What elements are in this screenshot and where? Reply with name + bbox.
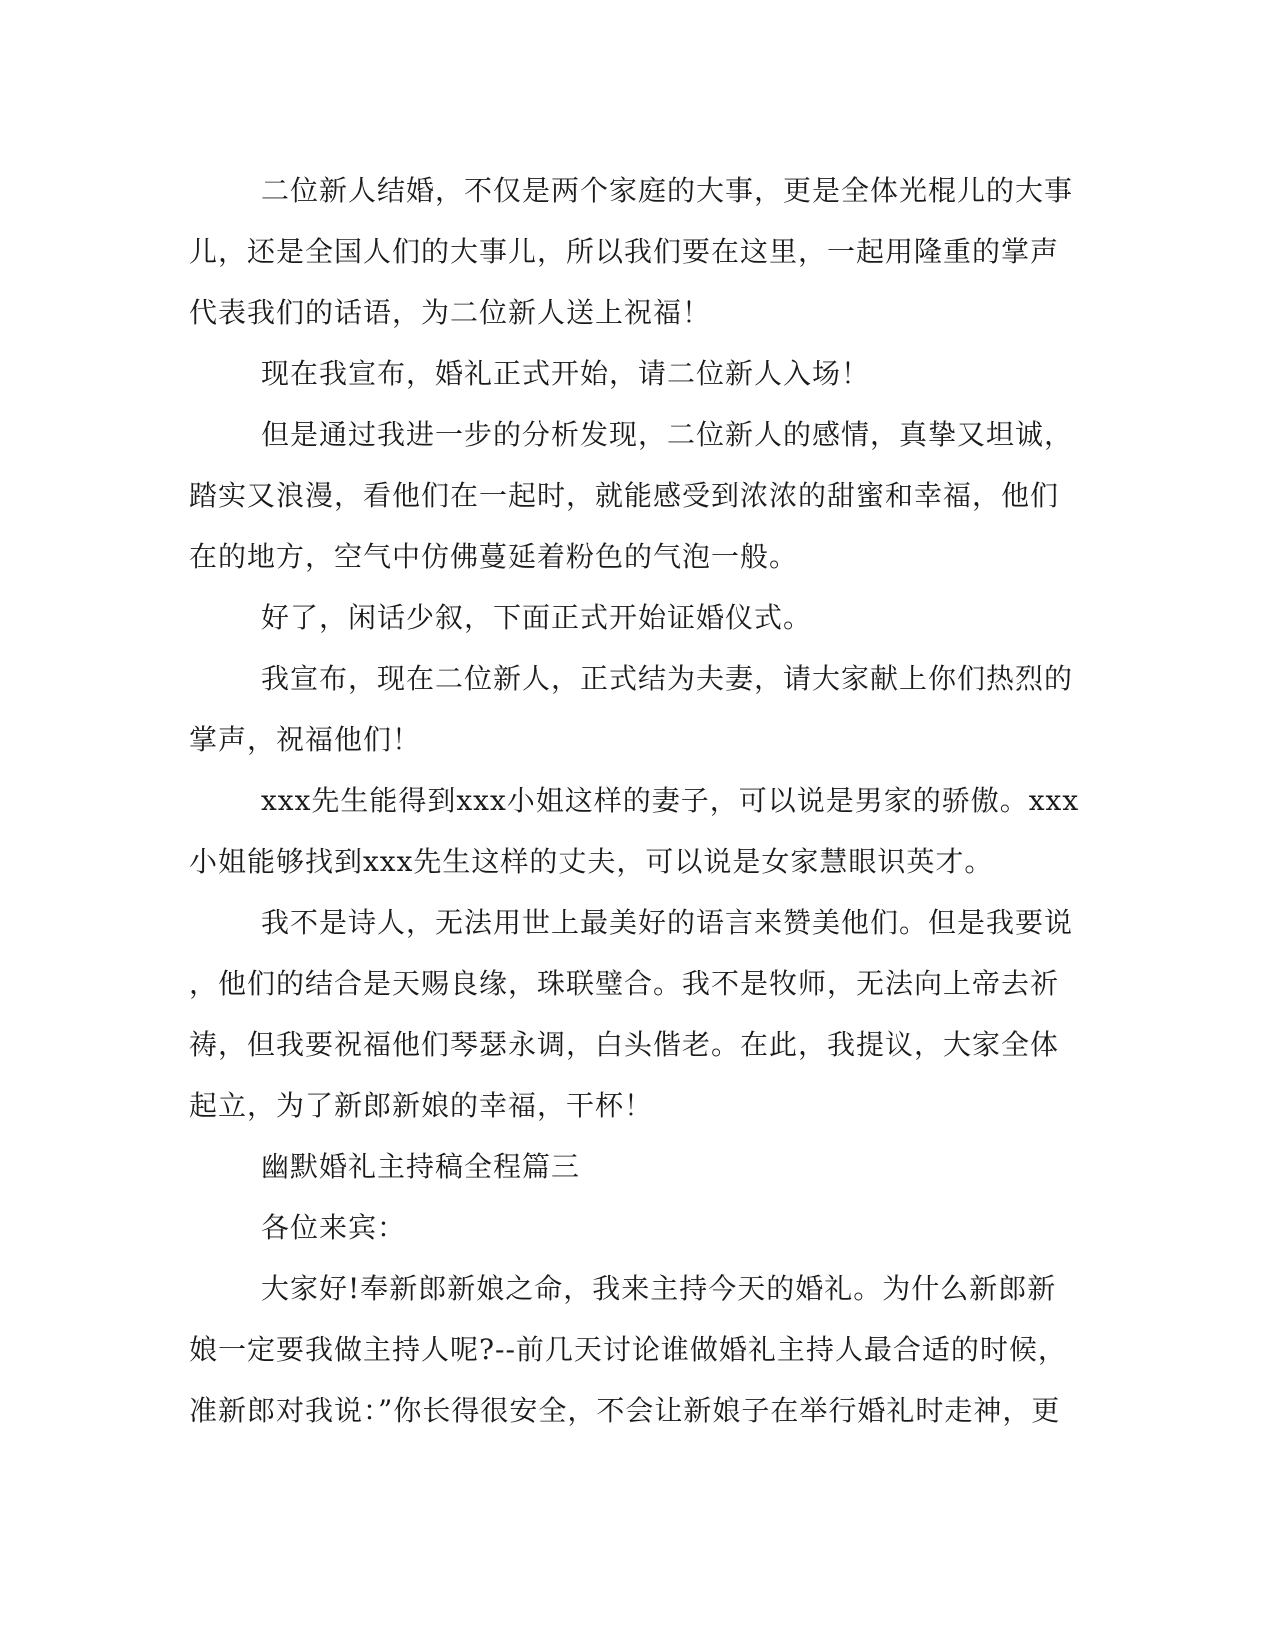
text-line: 好了，闲话少叙，下面正式开始证婚仪式。 bbox=[261, 601, 813, 634]
text-line: xxx先生能得到xxx小姐这样的妻子，可以说是男家的骄傲。xxx bbox=[261, 784, 1080, 817]
paragraph bbox=[189, 1258, 1069, 1441]
text-line: 但是通过我进一步的分析发现，二位新人的感情，真挚又坦诚， bbox=[261, 418, 1074, 451]
text-line: 我宣布，现在二位新人，正式结为夫妻，请大家献上你们热烈的 bbox=[261, 662, 1074, 695]
text-line: 代表我们的话语，为二位新人送上祝福！ bbox=[189, 296, 712, 329]
text-line: 踏实又浪漫，看他们在一起时，就能感受到浓浓的甜蜜和幸福，他们 bbox=[189, 479, 1060, 512]
paragraph bbox=[189, 648, 1074, 770]
text-line: 娘一定要我做主持人呢?--前几天讨论谁做婚礼主持人最合适的时候， bbox=[189, 1333, 1067, 1366]
section-heading bbox=[189, 1136, 1069, 1197]
text-line: 小姐能够找到xxx先生这样的丈夫，可以说是女家慧眼识英才。 bbox=[189, 845, 994, 878]
text-line: 各位来宾： bbox=[261, 1211, 407, 1244]
text-line: 在的地方，空气中仿佛蔓延着粉色的气泡一般。 bbox=[189, 540, 799, 573]
paragraph bbox=[189, 343, 1069, 404]
paragraph bbox=[189, 404, 1074, 587]
text-line: 二位新人结婚，不仅是两个家庭的大事，更是全体光棍儿的大事 bbox=[261, 174, 1074, 207]
paragraph bbox=[189, 892, 1074, 1136]
document-body bbox=[189, 160, 1080, 1441]
paragraph bbox=[189, 160, 1074, 343]
text-line: 幽默婚礼主持稿全程篇三 bbox=[261, 1150, 581, 1183]
paragraph bbox=[189, 770, 1080, 892]
text-line: ，他们的结合是天赐良缘，珠联璧合。我不是牧师，无法向上帝去祈 bbox=[189, 967, 1060, 1000]
text-line: 掌声，祝福他们！ bbox=[189, 723, 422, 756]
text-line: 起立，为了新郎新娘的幸福，干杯！ bbox=[189, 1089, 654, 1122]
text-line: 准新郎对我说：”你长得很安全，不会让新娘子在举行婚礼时走神，更 bbox=[189, 1394, 1061, 1427]
text-line: 大家好!奉新郎新娘之命，我来主持今天的婚礼。为什么新郎新 bbox=[261, 1272, 1057, 1305]
text-line: 现在我宣布，婚礼正式开始，请二位新人入场！ bbox=[261, 357, 871, 390]
text-line: 儿，还是全国人们的大事儿，所以我们要在这里，一起用隆重的掌声 bbox=[189, 235, 1060, 268]
salutation bbox=[189, 1197, 1069, 1258]
text-line: 我不是诗人，无法用世上最美好的语言来赞美他们。但是我要说 bbox=[261, 906, 1074, 939]
paragraph bbox=[189, 587, 1069, 648]
text-line: 祷，但我要祝福他们琴瑟永调，白头偕老。在此，我提议，大家全体 bbox=[189, 1028, 1060, 1061]
